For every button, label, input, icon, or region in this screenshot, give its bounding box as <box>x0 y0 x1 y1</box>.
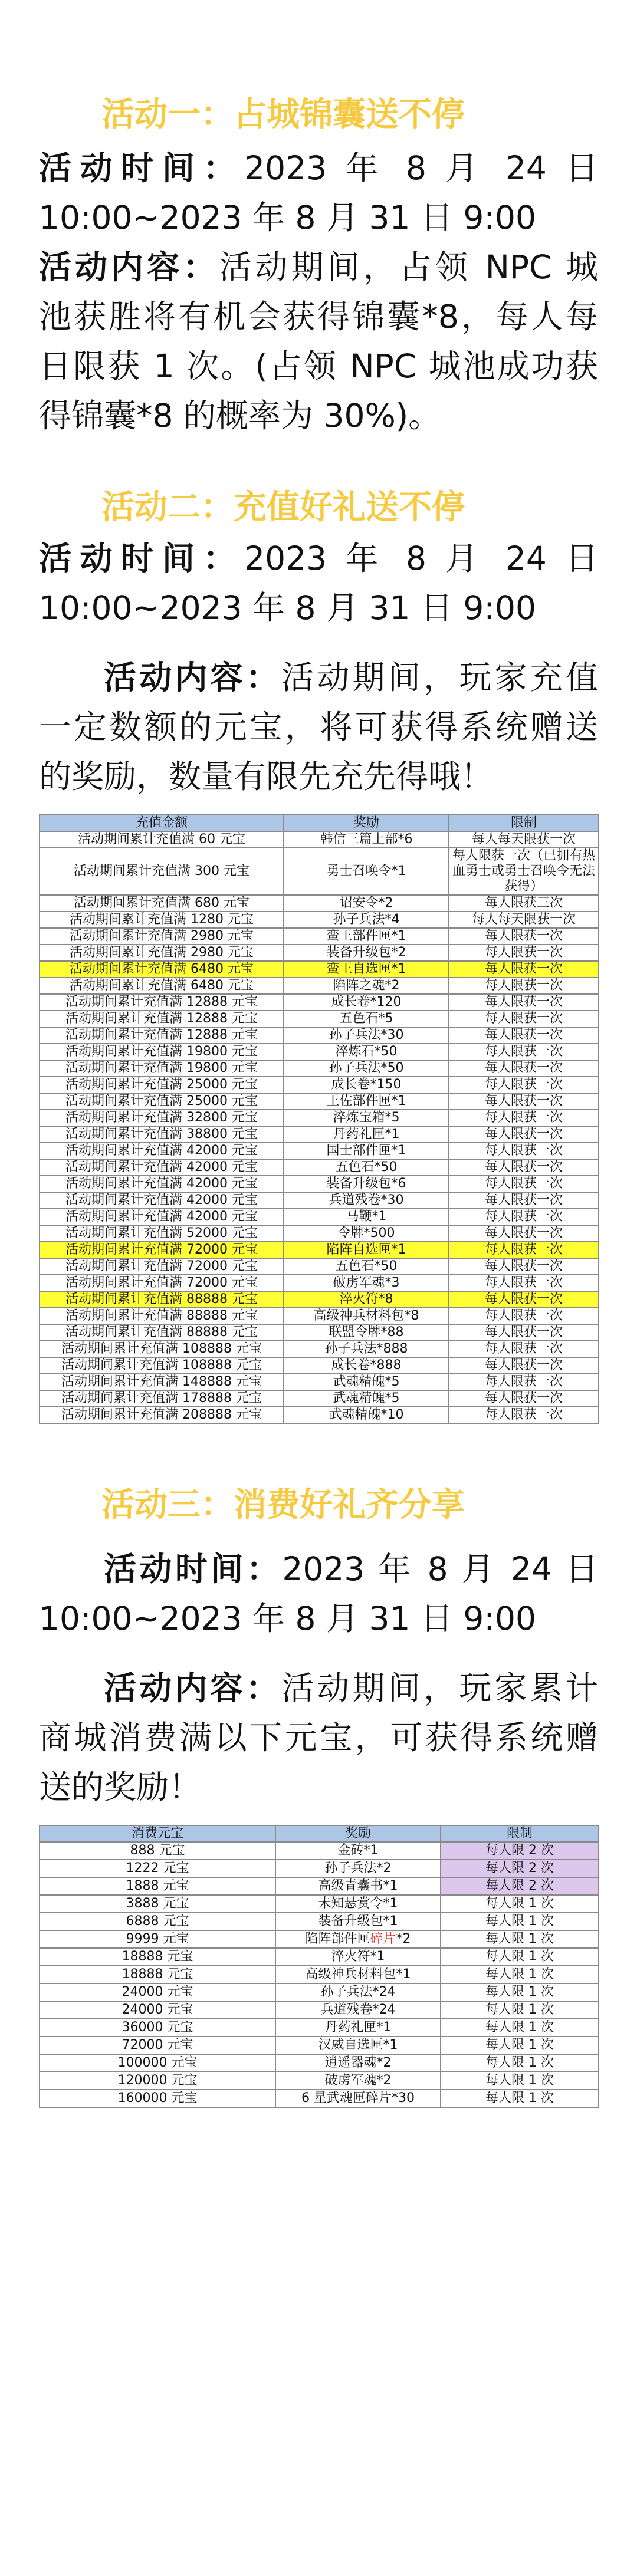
cell-reward: 联盟令牌*88 <box>284 1324 449 1341</box>
table-row <box>40 2090 599 2107</box>
cell-limit: 每人每天限获一次 <box>449 831 599 848</box>
table-row <box>40 1110 599 1126</box>
section2-content-text1: 活动期间，玩家充值 <box>281 659 598 696</box>
cell-limit: 每人限 1 次 <box>441 2019 599 2037</box>
table-row <box>40 1966 599 1983</box>
section2-time-label: 活动时间： <box>39 539 245 577</box>
cell-reward: 孙子兵法*888 <box>284 1341 449 1357</box>
cell-limit: 每人限 1 次 <box>441 1966 599 1983</box>
cell-reward: 王佐部件匣*1 <box>284 1093 449 1110</box>
cell-limit: 每人限获一次 <box>449 1027 599 1044</box>
cell-limit: 每人限获一次 <box>449 1407 599 1423</box>
reward-text: 淬火符*1 <box>331 1949 385 1964</box>
cell-reward <box>275 1913 441 1930</box>
reward-text: 高级青囊书*1 <box>318 1878 398 1893</box>
table-row <box>40 1407 599 1423</box>
cell-amount: 活动期间累计充值满 72000 元宝 <box>40 1258 284 1275</box>
cell-limit: 每人限获一次 <box>449 1341 599 1357</box>
header-recharge-amount: 充值金额 <box>40 815 284 831</box>
table-row <box>40 1930 599 1948</box>
table-row <box>40 2054 599 2072</box>
table-header-row <box>40 1825 599 1842</box>
table-row <box>40 1060 599 1077</box>
cell-reward: 成长卷*150 <box>284 1077 449 1093</box>
cell-amount: 活动期间累计充值满 72000 元宝 <box>40 1242 284 1258</box>
reward-text: 逍遥器魂*2 <box>324 2055 392 2070</box>
cell-reward: 令牌*500 <box>284 1225 449 1242</box>
cell-limit: 每人限 1 次 <box>441 2072 599 2090</box>
section3-time-line1 <box>39 1544 598 1594</box>
cell-amount: 3888 元宝 <box>40 1895 275 1913</box>
table-row <box>40 2037 599 2054</box>
cell-reward: 丹药礼匣*1 <box>284 1126 449 1143</box>
table-row <box>40 1913 599 1930</box>
section3-title: 活动三：消费好礼齐分享 <box>101 1486 465 1524</box>
cell-amount: 活动期间累计充值满 178888 元宝 <box>40 1390 284 1407</box>
table-row <box>40 912 599 928</box>
table-row <box>40 1877 599 1895</box>
cell-reward <box>275 1877 441 1895</box>
table-row <box>40 2001 599 2019</box>
cell-limit: 每人限获一次 <box>449 1390 599 1407</box>
section3-content-line3: 送的奖励！ <box>39 1768 202 1806</box>
cell-amount: 1888 元宝 <box>40 1877 275 1895</box>
table-row <box>40 2072 599 2090</box>
section3-content-text1: 活动期间，玩家累计 <box>281 1669 598 1707</box>
cell-amount: 活动期间累计充值满 88888 元宝 <box>40 1324 284 1341</box>
cell-amount: 活动期间累计充值满 108888 元宝 <box>40 1341 284 1357</box>
table-row <box>40 1357 599 1374</box>
cell-amount: 活动期间累计充值满 148888 元宝 <box>40 1374 284 1390</box>
cell-limit: 每人限 1 次 <box>441 2090 599 2107</box>
section3-content-label: 活动内容： <box>104 1669 282 1707</box>
cell-reward: 诏安令*2 <box>284 895 449 912</box>
cell-limit: 每人限获一次 <box>449 1192 599 1209</box>
table-row <box>40 895 599 912</box>
cell-limit: 每人限获一次 <box>449 1110 599 1126</box>
cell-limit: 每人限获一次 <box>449 1258 599 1275</box>
cell-reward: 成长卷*888 <box>284 1357 449 1374</box>
section1-time-start: 2023 年 8 月 24 日 <box>244 149 598 187</box>
cell-amount: 活动期间累计充值满 88888 元宝 <box>40 1291 284 1308</box>
cell-amount: 72000 元宝 <box>40 2037 275 2054</box>
cell-reward: 马鞭*1 <box>284 1209 449 1225</box>
cell-limit: 每人限获一次 <box>449 1093 599 1110</box>
section1-content-line2: 池获胜将有机会获得锦囊*8，每人每 <box>39 298 598 335</box>
cell-limit: 每人限获一次 <box>449 1357 599 1374</box>
reward-text: 6 星武魂匣碎片*30 <box>301 2091 415 2105</box>
header-consume-amount: 消费元宝 <box>40 1825 275 1842</box>
cell-limit: 每人限获一次 <box>449 1044 599 1060</box>
cell-reward: 高级神兵材料包*8 <box>284 1308 449 1324</box>
cell-limit: 每人限获一次 <box>449 1374 599 1390</box>
cell-limit: 每人限 1 次 <box>441 2037 599 2054</box>
cell-reward <box>275 2090 441 2107</box>
cell-amount: 6888 元宝 <box>40 1913 275 1930</box>
cell-limit: 每人限获一次 <box>449 945 599 961</box>
cell-amount: 活动期间累计充值满 32800 元宝 <box>40 1110 284 1126</box>
cell-reward <box>275 1860 441 1877</box>
cell-reward: 陷阵自选匣*1 <box>284 1242 449 1258</box>
table-row <box>40 1842 599 1860</box>
table-row <box>40 1291 599 1308</box>
section2-content-line3: 的奖励，数量有限先充先得哦！ <box>39 758 494 795</box>
cell-amount: 18888 元宝 <box>40 1966 275 1983</box>
table-row <box>40 2019 599 2037</box>
table-row <box>40 1948 599 1966</box>
cell-reward <box>275 2019 441 2037</box>
cell-amount: 18888 元宝 <box>40 1948 275 1966</box>
cell-amount: 活动期间累计充值满 25000 元宝 <box>40 1077 284 1093</box>
cell-amount: 活动期间累计充值满 6480 元宝 <box>40 978 284 994</box>
cell-amount: 活动期间累计充值满 52000 元宝 <box>40 1225 284 1242</box>
cell-amount: 100000 元宝 <box>40 2054 275 2072</box>
cell-limit: 每人限获一次 <box>449 978 599 994</box>
table-row <box>40 1225 599 1242</box>
cell-limit: 每人限获一次 <box>449 1159 599 1176</box>
cell-limit: 每人限获一次（已拥有热血勇士或勇士召唤令无法获得） <box>449 848 599 895</box>
cell-reward: 蛮王自选匣*1 <box>284 961 449 978</box>
cell-amount: 活动期间累计充值满 42000 元宝 <box>40 1159 284 1176</box>
cell-reward <box>275 1966 441 1983</box>
table-row <box>40 1895 599 1913</box>
cell-reward: 淬炼石*50 <box>284 1044 449 1060</box>
cell-limit: 每人限获一次 <box>449 1324 599 1341</box>
cell-amount: 活动期间累计充值满 42000 元宝 <box>40 1176 284 1192</box>
table-header-row <box>40 815 599 831</box>
table-row <box>40 1077 599 1093</box>
cell-amount: 活动期间累计充值满 12888 元宝 <box>40 1027 284 1044</box>
cell-reward: 国士部件匣*1 <box>284 1143 449 1159</box>
header-reward: 奖励 <box>275 1825 441 1842</box>
table-row <box>40 831 599 848</box>
table-row <box>40 1044 599 1060</box>
cell-amount: 活动期间累计充值满 42000 元宝 <box>40 1209 284 1225</box>
cell-limit: 每人限 1 次 <box>441 1948 599 1966</box>
table-row <box>40 1275 599 1291</box>
cell-limit: 每人限获一次 <box>449 1225 599 1242</box>
cell-amount: 活动期间累计充值满 300 元宝 <box>40 848 284 895</box>
table-row <box>40 1209 599 1225</box>
cell-reward: 五色石*50 <box>284 1258 449 1275</box>
cell-reward: 韩信三篇上部*6 <box>284 831 449 848</box>
consumption-reward-table <box>39 1825 599 2108</box>
section1-content-line4: 得锦囊*8 的概率为 30%)。 <box>39 397 441 435</box>
table-row <box>40 1390 599 1407</box>
table-row <box>40 1143 599 1159</box>
reward-text: 兵道残卷*24 <box>320 2002 396 2017</box>
cell-reward <box>275 2037 441 2054</box>
reward-text-red: 碎片 <box>370 1932 396 1946</box>
cell-limit: 每人限 1 次 <box>441 2054 599 2072</box>
section2-time-start: 2023 年 8 月 24 日 <box>244 539 598 577</box>
reward-text: 金砖*1 <box>337 1843 379 1858</box>
section1-title: 活动一：占城锦囊送不停 <box>101 96 465 134</box>
cell-limit: 每人限 2 次 <box>441 1842 599 1860</box>
cell-amount: 24000 元宝 <box>40 1983 275 2001</box>
table-row <box>40 1324 599 1341</box>
cell-amount: 活动期间累计充值满 25000 元宝 <box>40 1093 284 1110</box>
cell-amount: 1222 元宝 <box>40 1860 275 1877</box>
cell-limit: 每人限获一次 <box>449 1126 599 1143</box>
cell-reward <box>275 2054 441 2072</box>
cell-reward: 武魂精魄*5 <box>284 1374 449 1390</box>
cell-reward <box>275 2072 441 2090</box>
table-row <box>40 978 599 994</box>
table-row <box>40 1093 599 1110</box>
cell-reward <box>275 1895 441 1913</box>
cell-reward: 装备升级包*2 <box>284 945 449 961</box>
reward-text: 陷阵部件匣 <box>305 1932 370 1946</box>
header-reward: 奖励 <box>284 815 449 831</box>
cell-reward: 五色石*50 <box>284 1159 449 1176</box>
cell-amount: 活动期间累计充值满 42000 元宝 <box>40 1192 284 1209</box>
cell-limit: 每人限获一次 <box>449 1060 599 1077</box>
cell-reward: 孙子兵法*4 <box>284 912 449 928</box>
cell-limit: 每人限获一次 <box>449 1011 599 1027</box>
reward-text: 未知悬赏令*1 <box>318 1896 398 1911</box>
cell-reward <box>275 1842 441 1860</box>
cell-amount: 活动期间累计充值满 88888 元宝 <box>40 1308 284 1324</box>
cell-limit: 每人限 1 次 <box>441 1913 599 1930</box>
cell-amount: 24000 元宝 <box>40 2001 275 2019</box>
section1-content-line3: 日限获 1 次。(占领 NPC 城池成功获 <box>39 347 598 385</box>
section1-time-label: 活动时间： <box>39 149 245 187</box>
cell-reward: 勇士召唤令*1 <box>284 848 449 895</box>
cell-reward <box>275 1930 441 1948</box>
table-row <box>40 1192 599 1209</box>
section2-time-line2: 10:00~2023 年 8 月 31 日 9:00 <box>39 589 536 627</box>
table-row <box>40 1374 599 1390</box>
cell-amount: 活动期间累计充值满 2980 元宝 <box>40 928 284 945</box>
table-row <box>40 1308 599 1324</box>
cell-limit: 每人限获一次 <box>449 1242 599 1258</box>
recharge-reward-table <box>39 814 599 1424</box>
cell-amount: 活动期间累计充值满 19800 元宝 <box>40 1044 284 1060</box>
cell-limit: 每人限获一次 <box>449 1275 599 1291</box>
section2-content-line1 <box>39 653 598 702</box>
section2-time-line1 <box>39 534 598 583</box>
cell-amount: 活动期间累计充值满 2980 元宝 <box>40 945 284 961</box>
cell-reward <box>275 1948 441 1966</box>
cell-reward: 武魂精魄*5 <box>284 1390 449 1407</box>
cell-limit: 每人限 2 次 <box>441 1860 599 1877</box>
cell-reward: 淬火符*8 <box>284 1291 449 1308</box>
reward-text: 孙子兵法*2 <box>324 1861 392 1876</box>
cell-reward: 装备升级包*6 <box>284 1176 449 1192</box>
cell-amount: 活动期间累计充值满 680 元宝 <box>40 895 284 912</box>
cell-amount: 活动期间累计充值满 72000 元宝 <box>40 1275 284 1291</box>
cell-limit: 每人限获一次 <box>449 1143 599 1159</box>
cell-limit: 每人限获一次 <box>449 1291 599 1308</box>
section3-content-line1 <box>39 1663 598 1713</box>
section1-content-line1 <box>39 242 598 292</box>
section1-content-label: 活动内容： <box>39 248 219 286</box>
table-row <box>40 1126 599 1143</box>
cell-limit: 每人每天限获一次 <box>449 912 599 928</box>
reward-text: 破虏军魂*2 <box>324 2073 392 2088</box>
section1-time-line2: 10:00~2023 年 8 月 31 日 9:00 <box>39 199 536 236</box>
cell-limit: 每人限 1 次 <box>441 1930 599 1948</box>
cell-amount: 160000 元宝 <box>40 2090 275 2107</box>
cell-amount: 活动期间累计充值满 38800 元宝 <box>40 1126 284 1143</box>
section3-time-line2: 10:00~2023 年 8 月 31 日 9:00 <box>39 1600 536 1637</box>
cell-amount: 120000 元宝 <box>40 2072 275 2090</box>
cell-amount: 活动期间累计充值满 1280 元宝 <box>40 912 284 928</box>
table-row <box>40 1176 599 1192</box>
table-row <box>40 1983 599 2001</box>
header-limit: 限制 <box>449 815 599 831</box>
reward-text-suffix: *2 <box>396 1932 411 1946</box>
cell-reward: 陷阵之魂*2 <box>284 978 449 994</box>
cell-reward <box>275 2001 441 2019</box>
cell-amount: 活动期间累计充值满 208888 元宝 <box>40 1407 284 1423</box>
cell-reward: 破虏军魂*3 <box>284 1275 449 1291</box>
table-row <box>40 961 599 978</box>
cell-amount: 888 元宝 <box>40 1842 275 1860</box>
cell-limit: 每人限获一次 <box>449 1077 599 1093</box>
cell-amount: 活动期间累计充值满 60 元宝 <box>40 831 284 848</box>
cell-reward: 孙子兵法*30 <box>284 1027 449 1044</box>
cell-reward: 成长卷*120 <box>284 994 449 1011</box>
section1-time-line1 <box>39 143 598 193</box>
table-row <box>40 928 599 945</box>
section3-time-start: 2023 年 8 月 24 日 <box>282 1550 598 1588</box>
table-row <box>40 1159 599 1176</box>
table-row <box>40 1242 599 1258</box>
cell-reward: 武魂精魄*10 <box>284 1407 449 1423</box>
cell-limit: 每人限 1 次 <box>441 1983 599 2001</box>
cell-limit: 每人限获一次 <box>449 961 599 978</box>
reward-text: 丹药礼匣*1 <box>324 2020 392 2035</box>
table-row <box>40 1258 599 1275</box>
table-row <box>40 1011 599 1027</box>
header-limit: 限制 <box>441 1825 599 1842</box>
cell-amount: 活动期间累计充值满 108888 元宝 <box>40 1357 284 1374</box>
reward-text: 高级神兵材料包*1 <box>305 1967 411 1982</box>
table-row <box>40 994 599 1011</box>
cell-limit: 每人限获一次 <box>449 928 599 945</box>
cell-limit: 每人限 2 次 <box>441 1877 599 1895</box>
cell-reward <box>275 1983 441 2001</box>
cell-limit: 每人限获一次 <box>449 1308 599 1324</box>
table-row <box>40 1027 599 1044</box>
section2-title: 活动二：充值好礼送不停 <box>101 488 465 527</box>
table-row <box>40 1341 599 1357</box>
cell-amount: 活动期间累计充值满 42000 元宝 <box>40 1143 284 1159</box>
section2-content-line2: 一定数额的元宝，将可获得系统赠送 <box>39 708 598 746</box>
cell-reward: 孙子兵法*50 <box>284 1060 449 1077</box>
cell-limit: 每人限获三次 <box>449 895 599 912</box>
cell-reward: 淬炼宝箱*5 <box>284 1110 449 1126</box>
reward-text: 孙子兵法*24 <box>320 1985 396 1999</box>
cell-reward: 五色石*5 <box>284 1011 449 1027</box>
section1-content-text1: 活动期间，占领 NPC 城 <box>219 248 598 286</box>
table-row <box>40 848 599 895</box>
cell-amount: 活动期间累计充值满 6480 元宝 <box>40 961 284 978</box>
cell-reward: 蛮王部件匣*1 <box>284 928 449 945</box>
reward-text: 装备升级包*1 <box>318 1914 398 1929</box>
cell-limit: 每人限获一次 <box>449 1176 599 1192</box>
cell-amount: 36000 元宝 <box>40 2019 275 2037</box>
section3-content-line2: 商城消费满以下元宝，可获得系统赠 <box>39 1719 598 1756</box>
cell-amount: 活动期间累计充值满 12888 元宝 <box>40 994 284 1011</box>
cell-limit: 每人限获一次 <box>449 1209 599 1225</box>
cell-limit: 每人限 1 次 <box>441 1895 599 1913</box>
table-row <box>40 945 599 961</box>
cell-amount: 活动期间累计充值满 19800 元宝 <box>40 1060 284 1077</box>
reward-text: 汉威自选匣*1 <box>318 2038 398 2052</box>
cell-limit: 每人限获一次 <box>449 994 599 1011</box>
cell-amount: 9999 元宝 <box>40 1930 275 1948</box>
section2-content-label: 活动内容： <box>104 659 282 696</box>
table-row <box>40 1860 599 1877</box>
cell-limit: 每人限 1 次 <box>441 2001 599 2019</box>
cell-amount: 活动期间累计充值满 12888 元宝 <box>40 1011 284 1027</box>
section3-time-label: 活动时间： <box>104 1550 283 1588</box>
cell-reward: 兵道残卷*30 <box>284 1192 449 1209</box>
